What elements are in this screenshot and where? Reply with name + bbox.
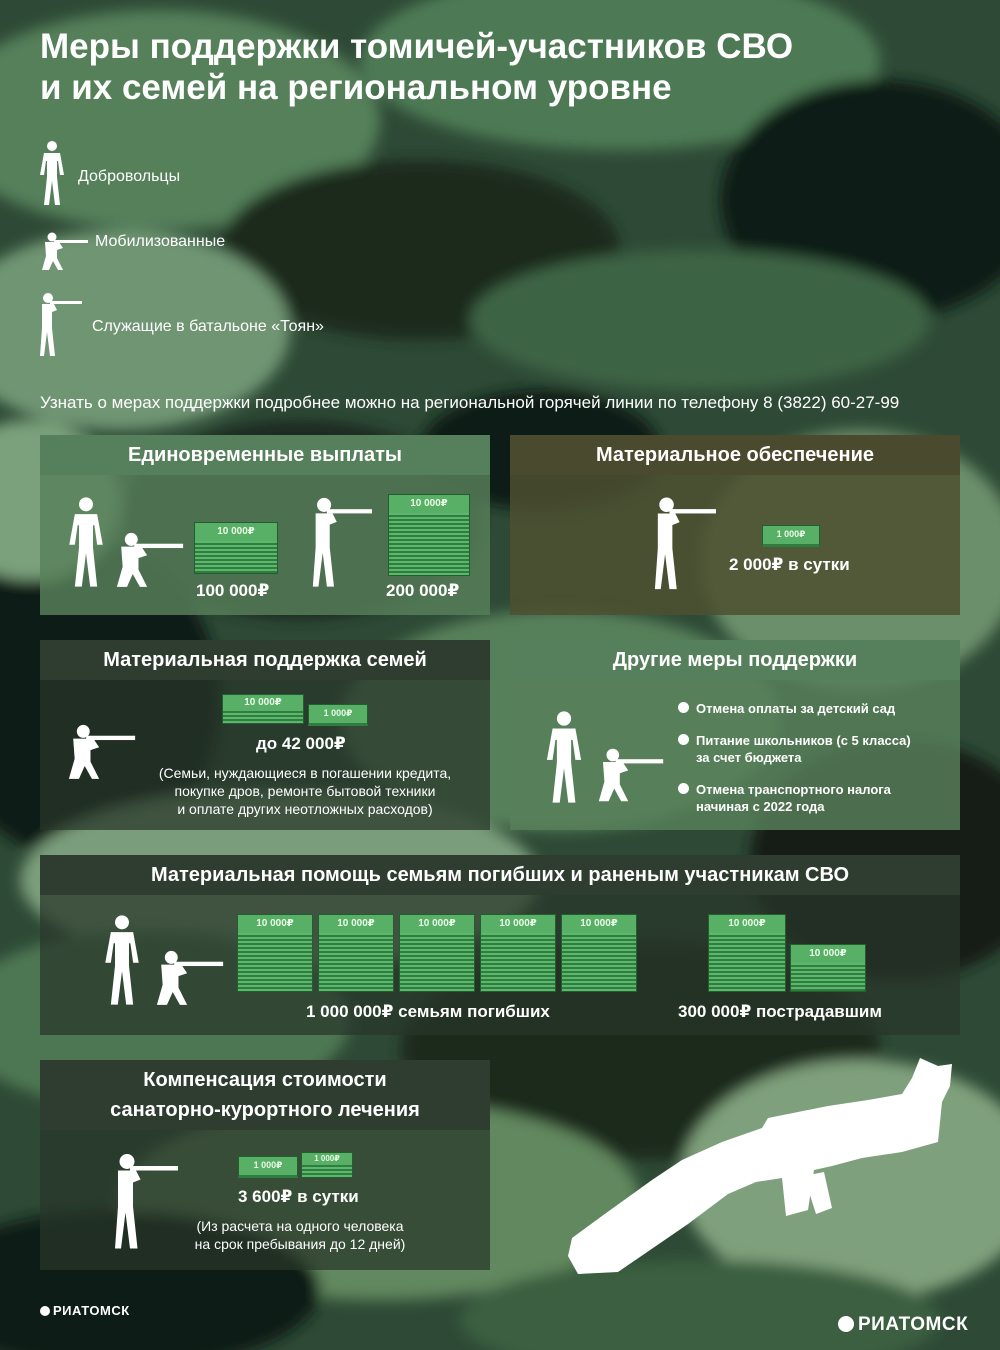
banknote-stack — [561, 914, 637, 992]
material-provision-title: Материальное обеспечение — [510, 435, 960, 475]
one-time-amount-100k: 100 000₽ — [196, 581, 270, 600]
kneeling-rifleman-icon — [114, 532, 186, 590]
family-note-line-1: (Семьи, нуждающиеся в погашении кредита, — [158, 765, 452, 781]
banknote — [308, 704, 368, 726]
banknote-stack — [388, 494, 470, 576]
banknote-label: 10 000₽ — [238, 915, 312, 933]
family-note-line-3: и оплате других неотложных расходов) — [177, 801, 433, 817]
brand-text: РИАТОМСК — [53, 1303, 130, 1318]
sanatorium-title-line-2: санаторно-курортного лечения — [110, 1099, 420, 1121]
material-amount: 2 000₽ в сутки — [729, 555, 850, 574]
brand-logo-right — [838, 1314, 968, 1336]
standing-rifleman-icon — [38, 292, 82, 358]
standing-rifleman-icon — [652, 496, 716, 592]
kneeling-rifleman-icon — [596, 748, 666, 804]
sanatorium-title — [40, 1060, 490, 1130]
legend-toyan: Служащие в батальоне «Тоян» — [92, 318, 324, 335]
sanatorium-note-line-2: на срок пребывания до 12 дней) — [194, 1236, 406, 1252]
one-time-payments-title: Единовременные выплаты — [40, 435, 490, 475]
kneeling-rifleman-icon — [66, 724, 138, 782]
wounded-amount: 300 000₽ пострадавшим — [678, 1002, 882, 1021]
legend-volunteers: Добровольцы — [78, 168, 181, 185]
other-measures-title: Другие меры поддержки — [510, 640, 960, 680]
banknote-stack — [399, 914, 475, 992]
banknote-label: 10 000₽ — [709, 915, 785, 933]
banknote — [762, 525, 820, 547]
bullet-icon — [678, 702, 689, 713]
sanatorium-note — [175, 1217, 425, 1253]
material-provision-panel — [510, 435, 960, 615]
standing-rifleman-icon — [112, 1152, 178, 1252]
banknote-label: 10 000₽ — [319, 915, 393, 933]
banknote-label: 1 000₽ — [253, 1160, 283, 1170]
banknote-label: 1 000₽ — [323, 708, 353, 718]
banknote-stack — [318, 914, 394, 992]
banknote-stack — [708, 914, 786, 992]
banknote-label: 10 000₽ — [400, 915, 474, 933]
title-line-1: Меры поддержки томичей-участников СВО — [40, 27, 794, 66]
bullet-icon — [678, 783, 689, 794]
brand-mark-icon — [40, 1306, 50, 1316]
brand-logo-left — [40, 1303, 130, 1318]
brand-mark-icon — [838, 1316, 854, 1332]
brand-text: РИАТОМСК — [858, 1314, 969, 1335]
other-item-2-line-2: за счет бюджета — [696, 750, 802, 765]
banknote-stack — [790, 944, 866, 992]
title-line-2: и их семей на региональном уровне — [40, 68, 672, 107]
hotline-text: Узнать о мерах поддержки подробнее можно на региональной горячей линии по телефону 8 (3822) 60-27-99 — [40, 393, 900, 412]
banknote-label: 1 000₽ — [776, 529, 806, 539]
other-item-3-line-1: Отмена транспортного налога — [696, 782, 891, 797]
banknote — [238, 1156, 298, 1178]
bullet-icon — [678, 734, 689, 745]
banknote-stack — [194, 522, 278, 574]
sanatorium-amount: 3 600₽ в сутки — [238, 1187, 359, 1206]
other-item-2 — [696, 732, 911, 766]
banknote-label: 10 000₽ — [223, 695, 303, 711]
other-item-1: Отмена оплаты за детский сад — [696, 701, 896, 716]
one-time-amount-200k: 200 000₽ — [386, 581, 460, 600]
standing-rifleman-icon — [310, 496, 372, 590]
page-title — [40, 26, 940, 108]
fallen-amount: 1 000 000₽ семьям погибших — [306, 1002, 550, 1021]
banknote-stack — [237, 914, 313, 992]
fallen-wounded-title: Материальная помощь семьям погибших и раненым участникам СВО — [40, 855, 960, 895]
standing-soldier-icon — [544, 710, 584, 804]
kneeling-rifleman-icon — [40, 232, 90, 272]
standing-soldier-icon — [102, 914, 142, 1006]
sanatorium-note-line-1: (Из расчета на одного человека — [196, 1218, 404, 1234]
banknote-label: 10 000₽ — [389, 495, 469, 513]
family-note-line-2: покупке дров, ремонте бытовой техники — [174, 783, 436, 799]
standing-soldier-icon — [66, 496, 106, 588]
family-amount: до 42 000₽ — [256, 734, 346, 753]
banknote-stack — [222, 694, 304, 724]
banknote-label: 10 000₽ — [562, 915, 636, 933]
family-support-title: Материальная поддержка семей — [40, 640, 490, 680]
other-item-3 — [696, 781, 891, 815]
banknote-label: 10 000₽ — [481, 915, 555, 933]
other-item-2-line-1: Питание школьников (с 5 класса) — [696, 733, 911, 748]
banknote-label: 1 000₽ — [302, 1153, 352, 1165]
banknote-stack — [480, 914, 556, 992]
legend-mobilized: Мобилизованные — [95, 233, 226, 250]
banknote-label: 10 000₽ — [791, 945, 865, 963]
assault-rifle-icon — [508, 1062, 960, 1274]
banknote-stack — [301, 1152, 353, 1178]
family-note — [140, 764, 470, 818]
sanatorium-title-line-1: Компенсация стоимости — [143, 1069, 387, 1091]
kneeling-rifleman-icon — [154, 950, 226, 1008]
standing-soldier-icon — [38, 140, 66, 206]
other-item-3-line-2: начиная с 2022 года — [696, 799, 825, 814]
banknote-label: 10 000₽ — [195, 523, 277, 541]
